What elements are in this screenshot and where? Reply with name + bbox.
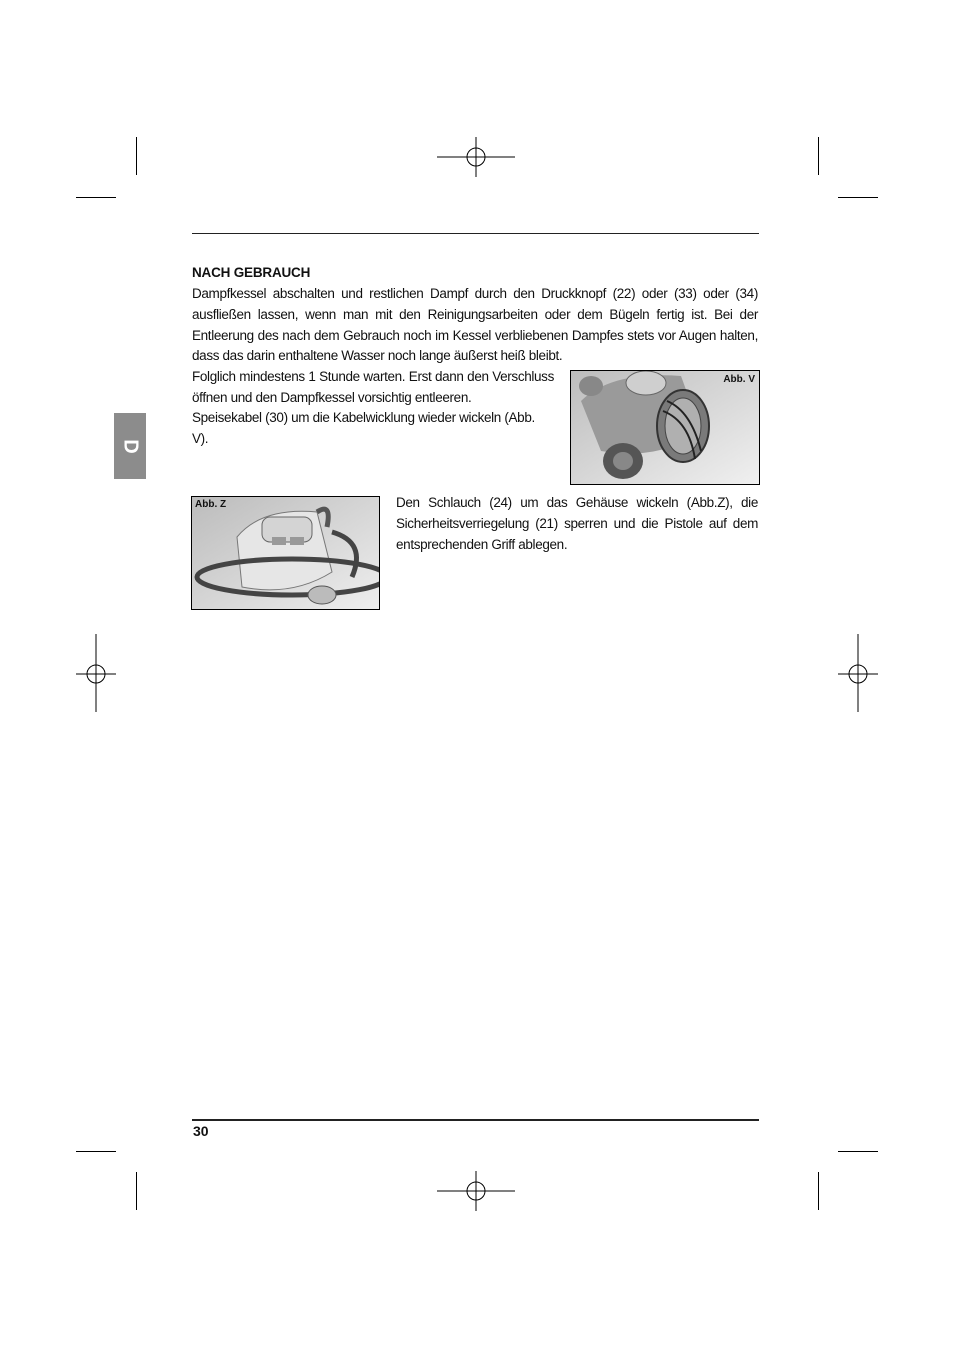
crop-mark xyxy=(136,1172,137,1210)
crop-mark xyxy=(136,137,137,175)
language-tab xyxy=(114,413,146,479)
figure-z xyxy=(191,496,380,610)
crop-mark xyxy=(76,197,116,198)
paragraph-2: Folglich mindestens 1 Stunde warten. Erst dann den Verschluss öffnen und den Dampfkessel vorsichtig entleeren. xyxy=(192,369,554,405)
crop-mark xyxy=(818,137,819,175)
figure-label: Abb. V xyxy=(723,374,755,385)
crop-mark xyxy=(76,1151,116,1152)
registration-mark-icon xyxy=(437,1171,517,1211)
paragraph-3: Speisekabel (30) um die Kabelwicklung wieder wickeln (Abb. V). xyxy=(192,410,535,446)
steam-cleaner-cable-illustration xyxy=(571,371,759,484)
figure-label: Abb. Z xyxy=(195,499,227,510)
paragraph-4: Den Schlauch (24) um das Gehäuse wickeln (Abb.Z), die Sicherheitsverriegelung (21) sperren und die Pistole auf dem entsprechenden Griff ablegen. xyxy=(396,495,758,552)
footer-rule xyxy=(192,1119,759,1121)
language-tab-letter: D xyxy=(119,438,142,454)
steam-cleaner-hose-illustration xyxy=(192,497,379,609)
section-title: NACH GEBRAUCH xyxy=(192,265,311,280)
paragraph-1: Dampfkessel abschalten und restlichen Dampf durch den Druckknopf (22) oder (33) oder (34) ausfließen lassen, wenn man mit den Reinigungsarbeiten oder dem Bügeln fertig ist. Bei der Entleerung des nach dem Gebrauch noch im Kessel verbliebenen Dampfes stets vor Augen halten, dass das darin enthaltene Wasser noch lange äußerst heiß bleibt. xyxy=(192,286,758,364)
registration-mark-icon xyxy=(437,137,517,177)
crop-mark xyxy=(838,197,878,198)
page-number: 30 xyxy=(193,1123,209,1139)
figure-v xyxy=(570,370,760,485)
header-rule xyxy=(192,233,759,234)
registration-mark-icon xyxy=(76,634,116,714)
crop-mark xyxy=(818,1172,819,1210)
crop-mark xyxy=(838,1151,878,1152)
registration-mark-icon xyxy=(838,634,878,714)
